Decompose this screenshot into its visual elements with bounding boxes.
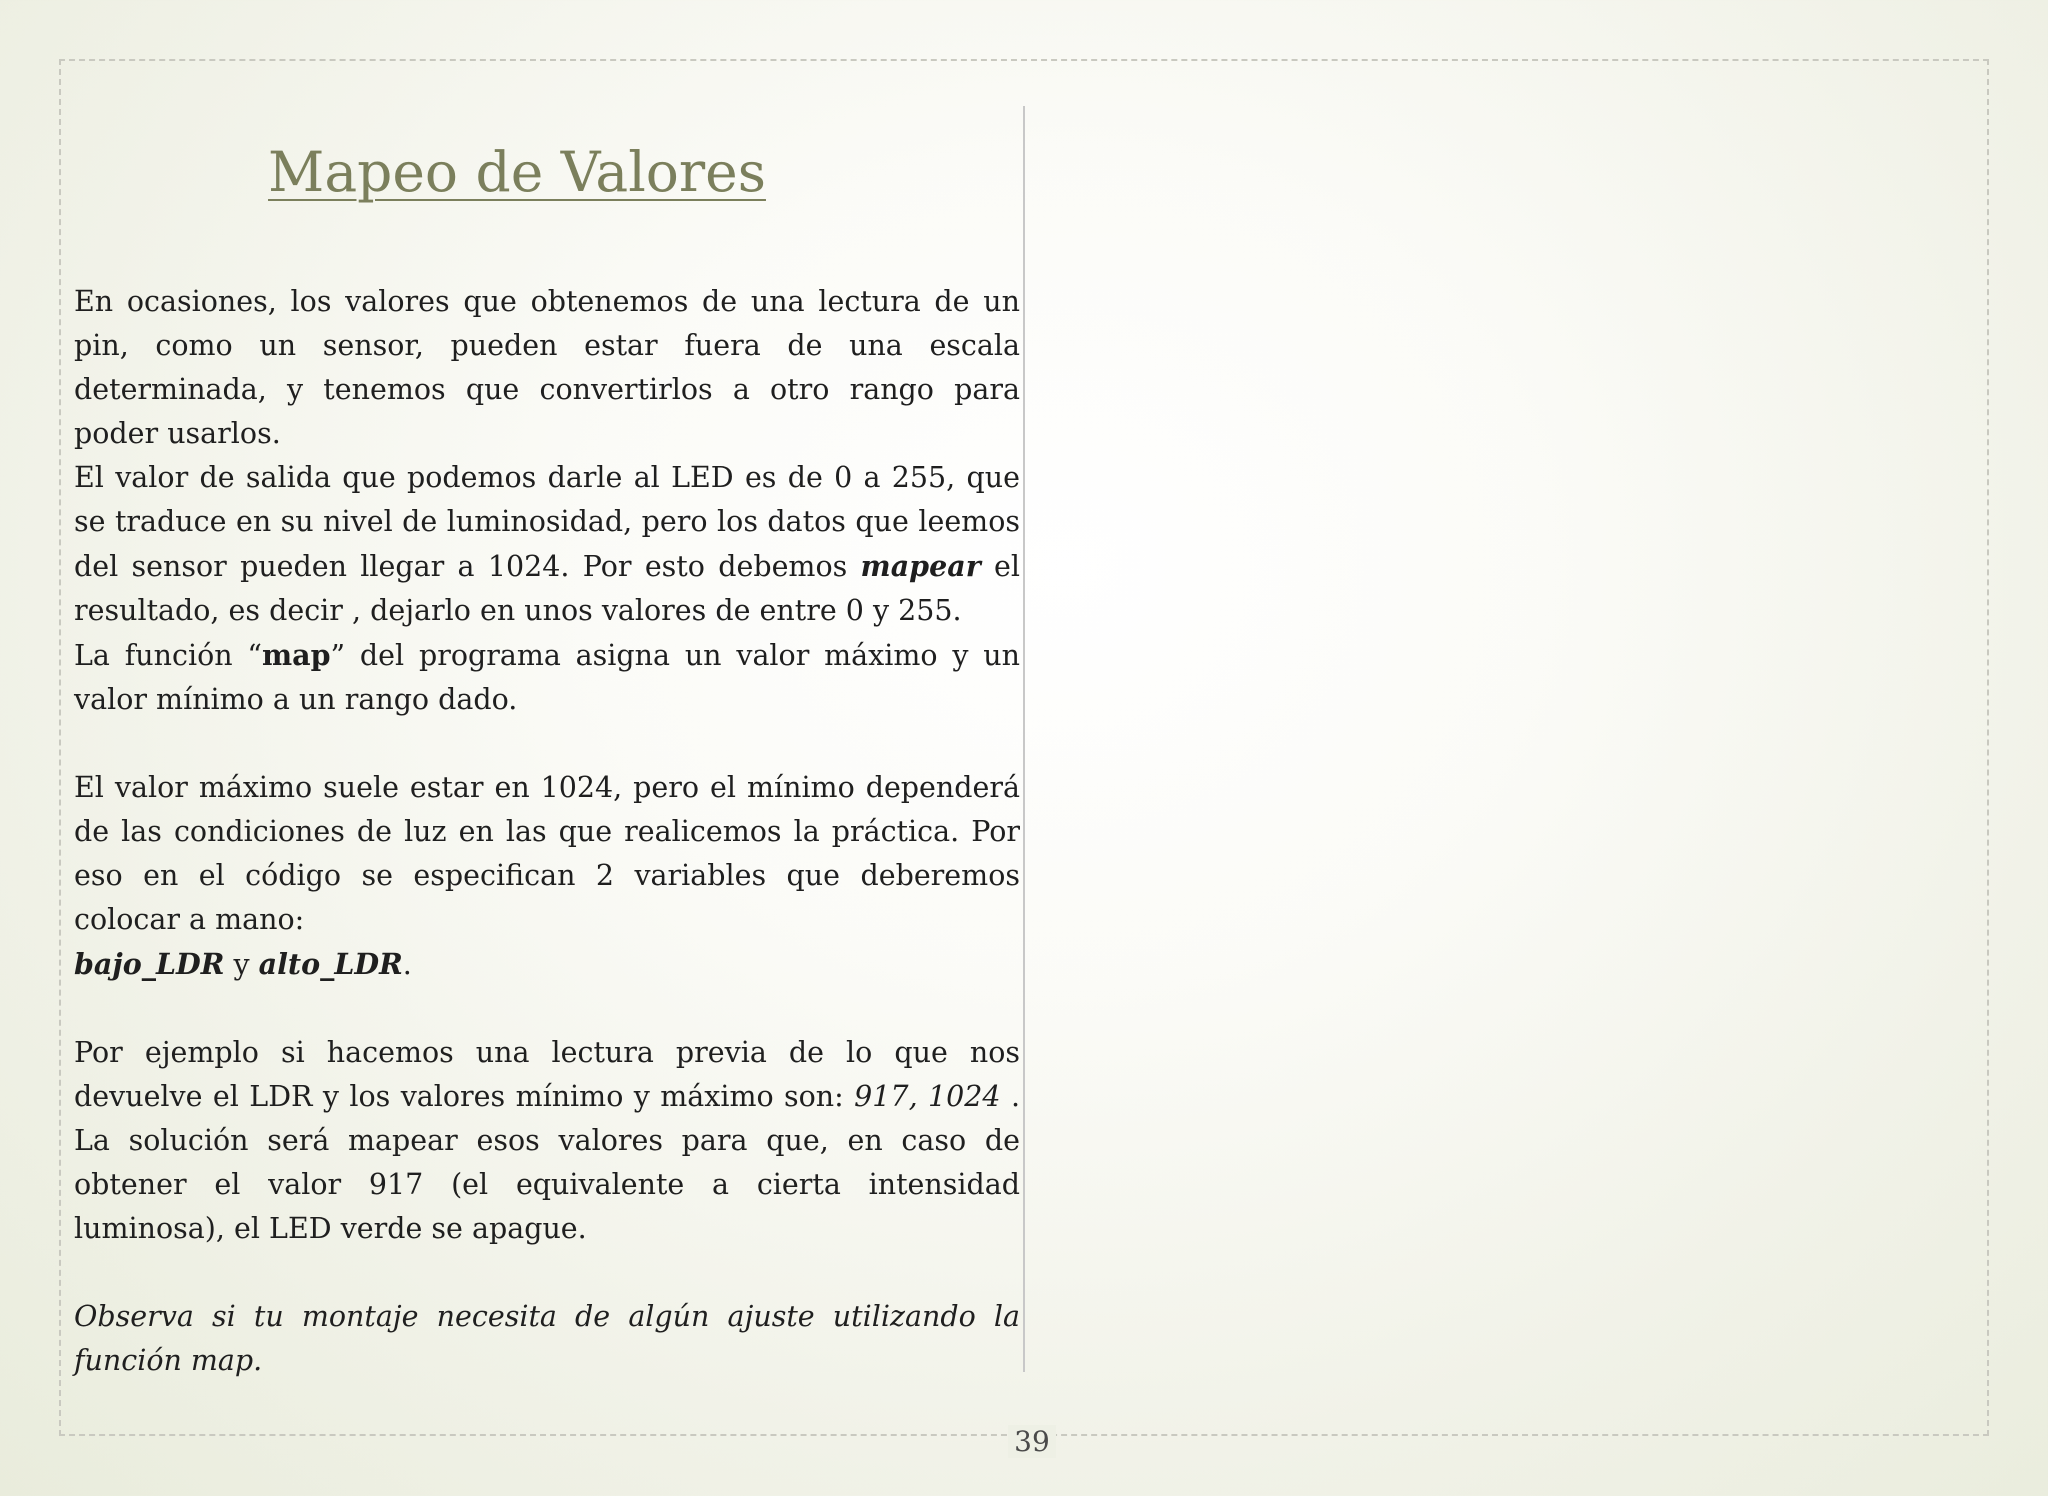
paragraph-max-min: El valor máximo suele estar en 1024, pero el mínimo dependerá de las condiciones de luz en las que realicemos la práctica. Por eso en el código se especifican 2 variables que deberemos colocar a mano:	[74, 771, 1020, 936]
page-title: Mapeo de Valores	[268, 140, 766, 204]
paragraph-intro: En ocasiones, los valores que obtenemos de una lectura de un pin, como un sensor, pueden estar fuera de una escala determinada, y tenemos que convertirlos a otro rango para poder usarlos.	[74, 285, 1020, 450]
text-run: . La solución será mapear esos valores para que, en caso de obtener el valor 917 (el equivalente a cierta intensidad luminosa), el LED verde se apague.	[74, 1080, 1021, 1245]
variable-bajo-ldr: bajo_LDR	[74, 947, 225, 981]
text-run: La función “	[74, 639, 262, 672]
body-text	[74, 280, 1020, 1383]
emphasis-mapear: mapear	[860, 549, 981, 583]
observe-note: Observa si tu montaje necesita de algún ajuste utilizando la función map.	[74, 1300, 1020, 1377]
text-run: Por ejemplo si hacemos una lectura previa de lo que nos devuelve el LDR y los valores mínimo y máximo son:	[74, 1036, 1020, 1113]
page-number	[0, 1422, 2048, 1462]
paragraph-example	[74, 1031, 1020, 1251]
column-divider	[1023, 106, 1025, 1372]
text-run: y	[224, 948, 259, 981]
emphasis-map: map	[261, 638, 331, 672]
paragraph-variables	[74, 942, 1020, 987]
page-number-label: 39	[1008, 1425, 1056, 1458]
text-run: El valor de salida que podemos darle al LED es de 0 a 255, que se traduce en su nivel de luminosidad, pero los datos que leemos del sensor pueden llegar a 1024. Por esto debemos	[74, 461, 1020, 583]
paragraph-observe	[74, 1295, 1020, 1383]
text-run: ” del programa asigna un valor máximo y un valor mínimo a un rango dado.	[74, 639, 1020, 716]
paragraph-map-function	[74, 633, 1020, 722]
paragraph-led-range	[74, 456, 1020, 633]
text-run: el resultado, es decir , dejarlo en unos valores de entre 0 y 255.	[74, 550, 1020, 627]
variable-alto-ldr: alto_LDR	[258, 947, 403, 981]
text-run: .	[402, 948, 412, 981]
example-values: 917, 1024	[854, 1080, 1001, 1113]
